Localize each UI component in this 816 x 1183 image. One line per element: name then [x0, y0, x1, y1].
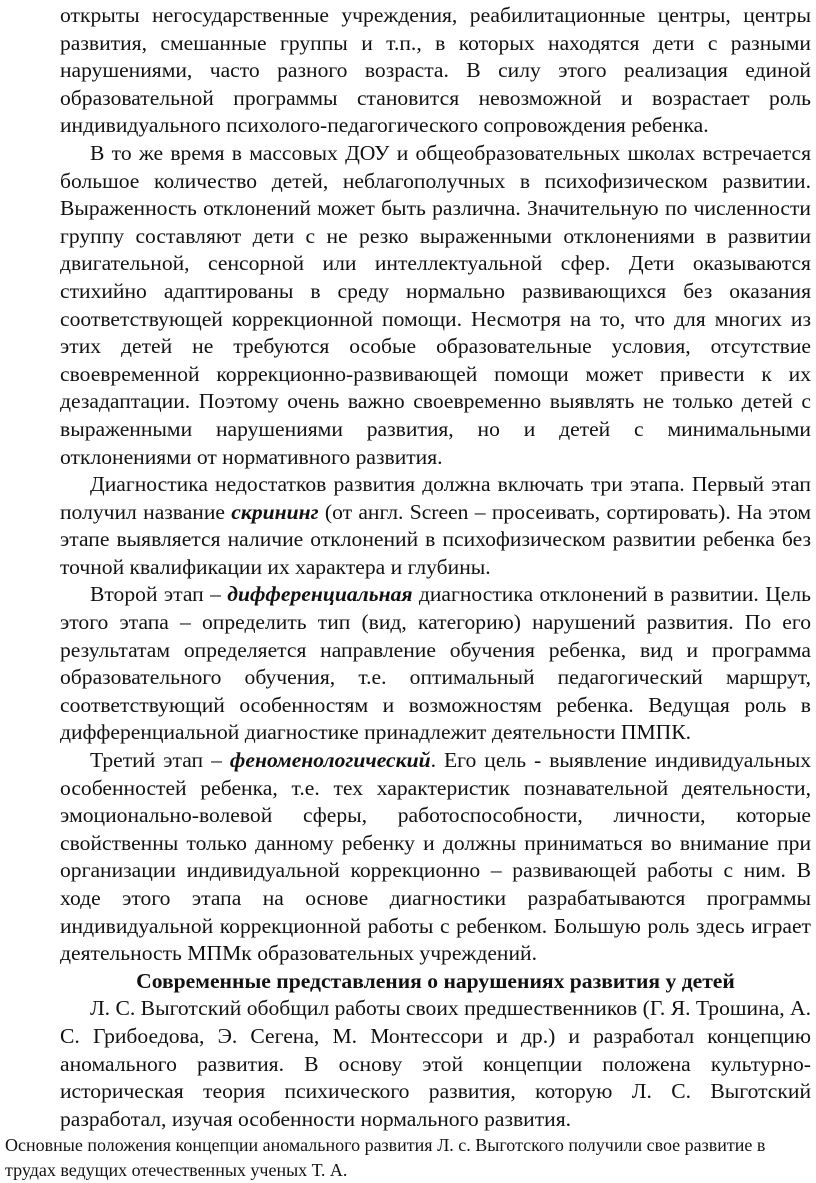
- paragraph-1-text: открыты негосударственные учреждения, реабилитационные центры, центры развития, смешанные группы и т.п., в которых находятся дети с разными нарушениями, часто разного возраста. В силу этого реализация единой образовательной программы становится невозможной и возрастает роль индивидуального психолого-педагогического сопровождения ребенка.: [60, 3, 811, 138]
- paragraph-6-text: Л. С. Выготский обобщил работы своих предшественников (Г. Я. Трошина, А. С. Грибоедова, Э. Сегена, М. Монтессори и др.) и разработал концепцию аномального развития. В основу этой концепции положена культурно-историческая теория психического развития, которую Л. С. Выготский разработал, изучая особенности нормального развития.: [60, 996, 811, 1131]
- paragraph-5-after: . Его цель - выявление индивидуальных особенностей ребенка, т.е. тех характеристик познавательной деятельности, эмоционально-волевой сферы, работоспособности, личности, которые свойственны только данному ребенку и должны приниматься во внимание при организации индивидуальной коррекционно – развивающей работы с ним. В ходе этого этапа на основе диагностики разрабатываются программы индивидуальной коррекционной работы с ребенком. Большую роль здесь играет деятельность МПМк образовательных учреждений.: [60, 748, 812, 966]
- paragraph-5: [5, 747, 811, 968]
- term-differential: дифференциальная: [227, 582, 413, 607]
- paragraph-7-text: Основные положения концепции аномального развития Л. с. Выготского получили свое развитие в трудах ведущих отечественных ученых Т. А.: [5, 1135, 766, 1181]
- paragraph-3-after: (от англ. Screen – просеивать, сортировать). На этом этапе выявляется наличие отклонений в психофизическом развитии ребенка без точной квалификации их характера и глубины.: [60, 499, 811, 579]
- paragraph-3-before: Диагностика недостатков развития должна включать три этапа. Первый этап получил название: [60, 472, 811, 524]
- paragraph-1: [60, 2, 811, 140]
- document-body: [5, 2, 811, 968]
- term-phenomenological: феноменологический: [229, 748, 431, 773]
- section-heading: Современные представления о нарушениях развития у детей: [136, 968, 735, 993]
- paragraph-7: [5, 1133, 811, 1183]
- paragraph-2: [5, 140, 811, 471]
- paragraph-4: [5, 581, 811, 747]
- paragraph-3: [5, 471, 811, 581]
- paragraph-5-before: Третий этап –: [90, 748, 230, 773]
- paragraph-4-after: диагностика отклонений в развитии. Цель этого этапа – определить тип (вид, категорию) нарушений развития. По его результатам определяется направление обучения ребенка, вид и программа образовательного обучения, т.е. оптимальный педагогический маршрут, соответствующий особенностям и возможностям ребенка. Ведущая роль в дифференциальной диагностике принадлежит деятельности ПМПК.: [60, 582, 812, 745]
- term-screening: скрининг: [231, 499, 319, 524]
- paragraph-6: [5, 995, 811, 1133]
- paragraph-4-before: Второй этап –: [90, 582, 228, 607]
- document-body-2: [5, 995, 811, 1133]
- paragraph-2-text: В то же время в массовых ДОУ и общеобразовательных школах встречается большое количество детей, неблагополучных в психофизическом развитии. Выраженность отклонений может быть различна. Значительную по численности группу составляют дети с не резко выраженными отклонениями в развитии двигательной, сенсорной или интеллектуальной сфер. Дети оказываются стихийно адаптированы в среду нормально развивающихся без оказания соответствующей коррекционной помощи. Несмотря на то, что для многих из этих детей не требуются особые образовательные условия, отсутствие своевременной коррекционно-развивающей помощи может привести к их дезадаптации. Поэтому очень важно своевременно выявлять не только детей с выраженными нарушениями развития, но и детей с минимальными отклонениями от нормативного развития.: [60, 140, 811, 469]
